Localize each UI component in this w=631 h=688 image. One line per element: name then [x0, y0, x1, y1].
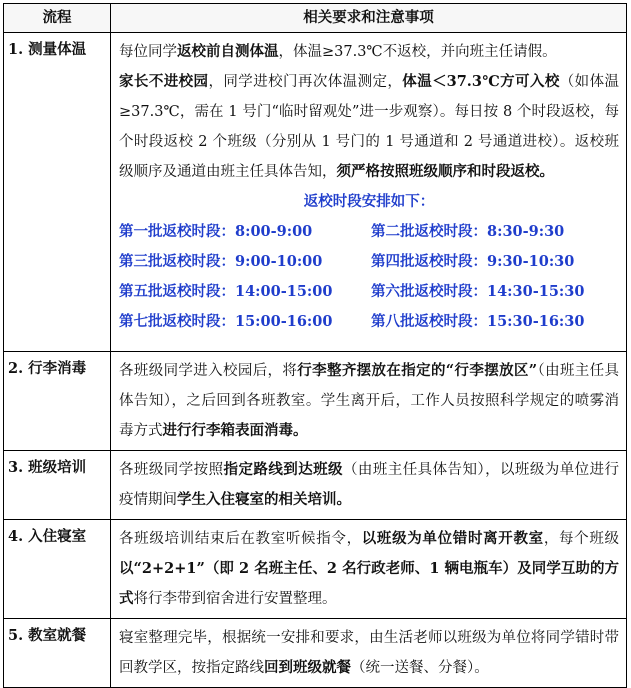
text: 将行李带到宿舍进行安置整理。	[133, 591, 337, 607]
schedule-item: 第四批返校时段：9:30-10:30	[371, 253, 575, 270]
schedule-item: 第五批返校时段：14:00-15:00	[119, 283, 333, 300]
table-header-row	[4, 4, 626, 32]
text: 各班级同学按照	[119, 462, 224, 478]
schedule-item: 第一批返校时段：8:00-9:00	[119, 223, 313, 240]
step-label: 4. 入住寝室	[4, 520, 111, 618]
table-row-training	[4, 450, 626, 519]
schedule-item: 第三批返校时段：9:00-10:00	[119, 253, 323, 270]
text: ，体温≥37.3℃不返校，并向班主任请假。	[278, 44, 557, 60]
emphasis-text: 回到班级就餐	[264, 659, 351, 676]
step-label: 5. 教室就餐	[4, 619, 111, 687]
step-description	[111, 451, 626, 519]
text: 寝室整理完毕，根据统一安排和要求，由生活老师以班级为单位将同学错时带回教学区，按指定路线	[119, 630, 619, 676]
text: （统一送餐、分餐）。	[351, 660, 489, 676]
header-requirements: 相关要求和注意事项	[111, 4, 626, 32]
table-row-dining	[4, 618, 626, 687]
text: 各班级同学进入校园后，将	[119, 363, 298, 379]
emphasis-text: 家长不进校园	[119, 73, 209, 90]
step-description	[111, 352, 626, 450]
text: 每位同学	[119, 44, 177, 60]
schedule-grid	[119, 217, 619, 337]
step-description	[111, 33, 626, 351]
text: （由班主任具体告知），之后回到各班教室。学生离开后，工作人员按照科学规定的喷雾消毒方式	[119, 363, 620, 439]
emphasis-text: 进行行李箱表面消毒。	[162, 422, 308, 439]
emphasis-text: 行李整齐摆放在指定的“行李摆放区”	[297, 362, 538, 379]
emphasis-text: 指定路线到达班级	[223, 461, 343, 478]
text: （如体温≥37.3℃，需在 1 号门“临时留观处”进一步观察）。每日按 8 个时段返校，每个时段返校 2 个班级（分别从 1 号门的 1 号通道和 2 号通道进校）。返校班级顺序及通道由班主任具体告知，	[119, 74, 619, 180]
header-process: 流程	[4, 4, 111, 32]
text: ，每个班级	[543, 531, 619, 547]
schedule-item: 第六批返校时段：14:30-15:30	[371, 283, 585, 300]
emphasis-text: 以班级为单位错时离开教室	[361, 530, 544, 547]
step-label: 2. 行李消毒	[4, 352, 111, 450]
text: ，同学进校门再次体温测定，	[208, 74, 403, 90]
schedule-item: 第二批返校时段：8:30-9:30	[371, 223, 565, 240]
step-description	[111, 619, 626, 687]
step-label: 1. 测量体温	[4, 33, 111, 351]
schedule-item: 第七批返校时段：15:00-16:00	[119, 313, 333, 330]
table-row-dorm	[4, 519, 626, 618]
step-description	[111, 520, 626, 618]
emphasis-text: 学生入住寝室的相关培训。	[177, 491, 351, 508]
text: （由班主任具体告知），以班级为单位进行疫情期间	[119, 462, 620, 508]
emphasis-text: 体温＜37.3℃方可入校	[402, 73, 560, 90]
emphasis-text: 以“2+2+1”（即 2 名班主任、2 名行政老师、1 辆电瓶车）及同学互助的方式	[119, 560, 619, 607]
emphasis-text: 须严格按照班级顺序和时段返校。	[336, 163, 554, 180]
step-label: 3. 班级培训	[4, 451, 111, 519]
table-row-luggage	[4, 351, 626, 450]
table-row-temperature	[4, 32, 626, 351]
schedule-item: 第八批返校时段：15:30-16:30	[371, 313, 585, 330]
text: 各班级培训结束后在教室听候指令，	[119, 531, 362, 547]
procedure-table	[3, 3, 627, 688]
emphasis-text: 返校前自测体温	[177, 43, 279, 60]
schedule-title: 返校时段安排如下：	[303, 193, 435, 210]
